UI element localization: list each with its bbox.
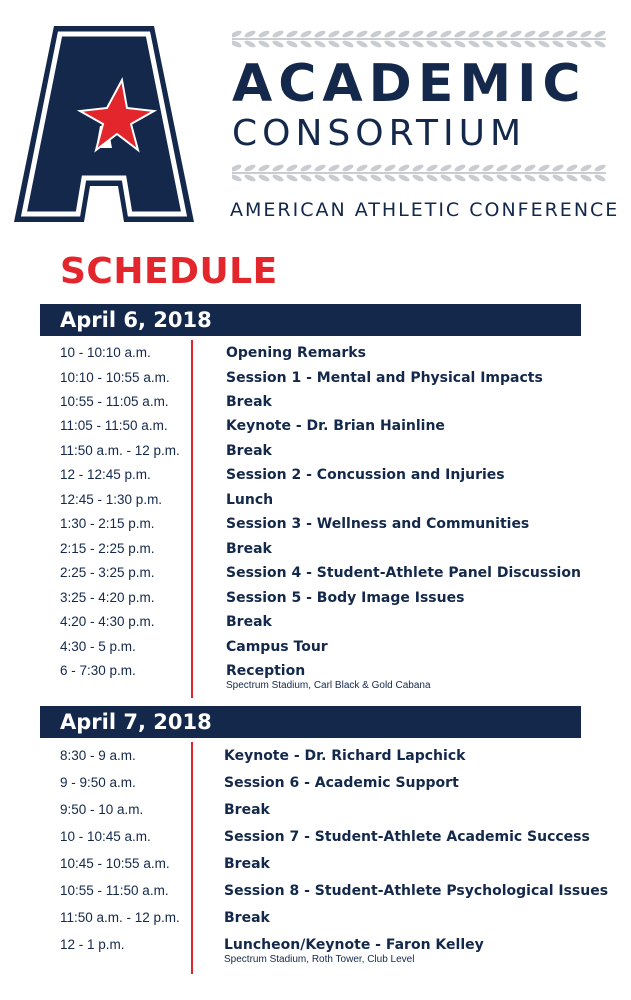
- schedule-heading: SCHEDULE: [60, 251, 278, 292]
- time-slot: 3:25 - 4:20 p.m.: [60, 590, 155, 605]
- event-title: Break: [224, 910, 270, 926]
- event-title: Session 3 - Wellness and Communities: [226, 516, 530, 532]
- schedule-row: [0, 635, 631, 659]
- time-slot: 8:30 - 9 a.m.: [60, 748, 136, 763]
- event-title: Lunch: [226, 492, 274, 508]
- event-location: Spectrum Stadium, Carl Black & Gold Cabana: [226, 680, 431, 691]
- time-slot: 11:05 - 11:50 a.m.: [60, 418, 168, 433]
- time-slot: 6 - 7:30 p.m.: [60, 663, 136, 678]
- time-slot: 9 - 9:50 a.m.: [60, 775, 136, 790]
- schedule-row: [0, 439, 631, 463]
- time-slot: 11:50 a.m. - 12 p.m.: [60, 443, 180, 458]
- time-slot: 4:30 - 5 p.m.: [60, 639, 136, 654]
- event-title: Break: [224, 856, 270, 872]
- laurel-bottom-icon: [232, 162, 606, 184]
- time-slot: 12 - 12:45 p.m.: [60, 467, 151, 482]
- schedule-row: [0, 879, 631, 903]
- time-slot: 10:55 - 11:50 a.m.: [60, 883, 169, 898]
- event-title: Session 8 - Student-Athlete Psychological Issues: [224, 883, 609, 899]
- time-slot: 4:20 - 4:30 p.m.: [60, 614, 155, 629]
- time-slot: 2:25 - 3:25 p.m.: [60, 565, 155, 580]
- time-slot: 12 - 1 p.m.: [60, 937, 125, 952]
- brand-subtitle: CONSORTIUM: [232, 113, 527, 154]
- schedule-row: [0, 610, 631, 634]
- conference-name: AMERICAN ATHLETIC CONFERENCE: [230, 199, 620, 221]
- time-slot: 2:15 - 2:25 p.m.: [60, 541, 155, 556]
- time-slot: 10 - 10:10 a.m.: [60, 345, 151, 360]
- time-slot: 10:45 - 10:55 a.m.: [60, 856, 170, 871]
- event-title: Break: [226, 614, 272, 630]
- schedule-row: [0, 825, 631, 849]
- event-title: Session 5 - Body Image Issues: [226, 590, 465, 606]
- day-header: April 7, 2018: [40, 706, 581, 738]
- time-slot: 10 - 10:45 a.m.: [60, 829, 151, 844]
- event-title: Campus Tour: [226, 639, 328, 655]
- event-title: Session 4 - Student-Athlete Panel Discussion: [226, 565, 581, 581]
- event-title: Session 7 - Student-Athlete Academic Success: [224, 829, 590, 845]
- schedule-row: [0, 798, 631, 822]
- schedule-row: [0, 463, 631, 487]
- schedule-row: [0, 341, 631, 365]
- event-title: Break: [226, 443, 272, 459]
- schedule-row: [0, 586, 631, 610]
- time-slot: 1:30 - 2:15 p.m.: [60, 516, 155, 531]
- schedule-row: [0, 771, 631, 795]
- schedule-row: [0, 906, 631, 930]
- schedule-row: [0, 744, 631, 768]
- schedule-row: [0, 488, 631, 512]
- event-title: Break: [224, 802, 270, 818]
- event-title: Luncheon/Keynote - Faron Kelley: [224, 937, 484, 953]
- schedule-row: [0, 933, 631, 965]
- laurel-top-icon: [232, 28, 606, 50]
- brand-title: ACADEMIC: [232, 54, 587, 114]
- schedule-row: [0, 561, 631, 585]
- schedule-row: [0, 390, 631, 414]
- schedule-row: [0, 852, 631, 876]
- event-title: Session 2 - Concussion and Injuries: [226, 467, 505, 483]
- event-title: Session 1 - Mental and Physical Impacts: [226, 370, 543, 386]
- event-title: Opening Remarks: [226, 345, 366, 361]
- time-slot: 10:55 - 11:05 a.m.: [60, 394, 169, 409]
- schedule-row: [0, 512, 631, 536]
- conference-logo: [14, 26, 194, 222]
- time-slot: 11:50 a.m. - 12 p.m.: [60, 910, 180, 925]
- schedule-row: [0, 659, 631, 691]
- time-slot: 10:10 - 10:55 a.m.: [60, 370, 170, 385]
- schedule-row: [0, 537, 631, 561]
- time-slot: 12:45 - 1:30 p.m.: [60, 492, 163, 507]
- event-title: Break: [226, 541, 272, 557]
- event-title: Keynote - Dr. Brian Hainline: [226, 418, 445, 434]
- event-title: Reception: [226, 663, 306, 679]
- event-title: Break: [226, 394, 272, 410]
- event-title: Keynote - Dr. Richard Lapchick: [224, 748, 466, 764]
- day-header: April 6, 2018: [40, 304, 581, 336]
- event-location: Spectrum Stadium, Roth Tower, Club Level: [224, 954, 415, 965]
- time-slot: 9:50 - 10 a.m.: [60, 802, 144, 817]
- schedule-row: [0, 366, 631, 390]
- schedule-row: [0, 414, 631, 438]
- event-title: Session 6 - Academic Support: [224, 775, 459, 791]
